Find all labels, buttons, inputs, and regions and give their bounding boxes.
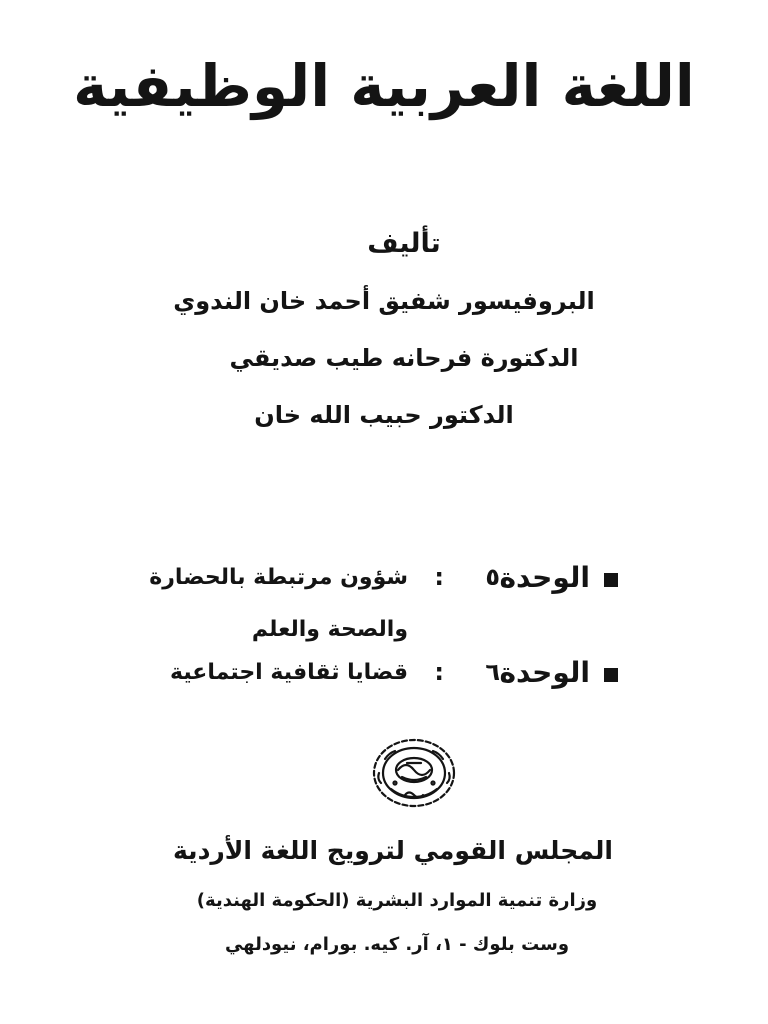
unit-colon: : xyxy=(434,658,444,686)
unit-6-entry xyxy=(118,658,618,694)
unit-number: ٦ xyxy=(485,658,500,686)
unit-label: الوحدة xyxy=(499,561,590,594)
square-bullet-icon xyxy=(604,668,618,682)
unit-topic-continued: والصحة والعلم xyxy=(251,617,408,642)
calligraphic-seal-icon xyxy=(371,737,457,809)
unit-topic: قضايا ثقافية اجتماعية xyxy=(169,660,408,685)
authorship-label: تأليف xyxy=(367,228,441,259)
publisher-address: وست بلوك - ١، آر. كيه. بورام، نيودلهي xyxy=(224,934,570,955)
unit-topic: شؤون مرتبطة بالحضارة xyxy=(149,565,408,590)
author-1: البروفيسور شفيق أحمد خان الندوي xyxy=(173,287,595,315)
unit-label: الوحدة xyxy=(499,656,590,689)
book-title: اللغة العربية الوظيفية xyxy=(73,52,695,120)
unit-5-entry xyxy=(118,563,618,599)
unit-colon: : xyxy=(434,563,444,591)
author-3: الدكتور حبيب الله خان xyxy=(254,401,514,429)
square-bullet-icon xyxy=(604,573,618,587)
publisher-ministry: وزارة تنمية الموارد البشرية (الحكومة الهندية) xyxy=(196,890,598,911)
author-2: الدكتورة فرحانه طيب صديقي xyxy=(229,344,579,372)
unit-number: ٥ xyxy=(485,563,500,591)
publisher-name: المجلس القومي لترويج اللغة الأردية xyxy=(173,836,613,865)
